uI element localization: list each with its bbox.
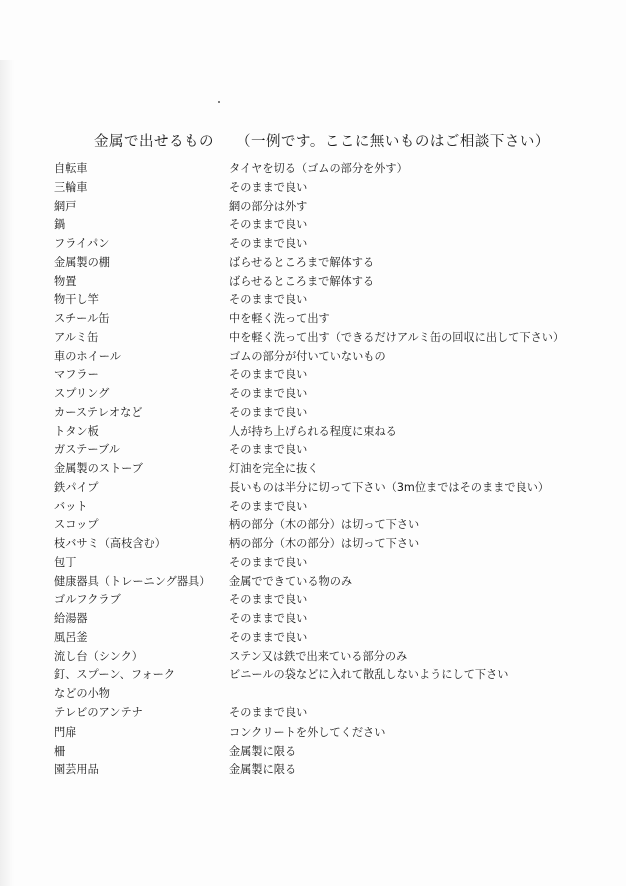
item-name: 流し台（シンク） xyxy=(54,649,143,663)
item-name: スチール缶 xyxy=(54,312,110,325)
item-name: 健康器具（トレーニング器具） xyxy=(54,574,211,588)
item-instruction: そのままで良い xyxy=(229,443,308,457)
item-name: カーステレオなど xyxy=(54,405,143,419)
list-item xyxy=(54,179,614,198)
list-item xyxy=(54,235,614,254)
item-instruction: 長いものは半分に切って下さい（3m位まではそのままで良い） xyxy=(229,480,550,494)
item-instruction: 柄の部分（木の部分）は切って下さい xyxy=(229,518,420,532)
list-item xyxy=(54,761,614,780)
list-item xyxy=(54,160,614,179)
list-item xyxy=(54,591,614,610)
list-item xyxy=(54,310,614,329)
list-item xyxy=(54,535,614,554)
item-name: マフラー xyxy=(54,368,99,382)
item-name: スコップ xyxy=(54,518,99,532)
item-name: 門扉 xyxy=(54,725,77,739)
item-instruction: そのままで良い xyxy=(229,630,308,644)
item-instruction: 柄の部分（木の部分）は切って下さい xyxy=(229,537,420,550)
list-item xyxy=(54,460,614,479)
item-instruction: ゴムの部分が付いていないもの xyxy=(229,349,386,363)
item-name: 風呂釜 xyxy=(54,630,88,644)
title-note: （一例です。ここに無いものはご相談下さい） xyxy=(236,134,550,150)
list-item xyxy=(54,423,614,442)
item-instruction: コンクリートを外してください xyxy=(229,725,386,739)
list-item xyxy=(54,404,614,423)
item-name: 包丁 xyxy=(54,555,77,569)
item-name: フライパン xyxy=(54,237,110,250)
item-instruction: 金属製に限る xyxy=(229,763,297,777)
item-name: バット xyxy=(54,499,88,513)
item-name: 鍋 xyxy=(54,218,66,232)
list-item xyxy=(54,366,614,385)
item-instruction: そのままで良い xyxy=(229,293,308,307)
list-item xyxy=(54,554,614,573)
list-item xyxy=(54,479,614,498)
list-item xyxy=(54,216,614,235)
item-name: スプリング xyxy=(54,387,110,400)
item-instruction: ばらせるところまで解体する xyxy=(229,255,375,269)
item-instruction: 金属でできている物のみ xyxy=(229,574,353,588)
item-list xyxy=(54,160,614,780)
list-item xyxy=(54,441,614,460)
item-name: 車のホイール xyxy=(54,349,121,363)
list-item xyxy=(54,329,614,348)
list-item xyxy=(54,610,614,629)
item-instruction: ステン又は鉄で出来ている部分のみ xyxy=(229,649,408,663)
item-instruction: そのままで良い xyxy=(229,405,308,419)
list-item xyxy=(54,291,614,310)
item-name: 鉄パイプ xyxy=(54,480,99,494)
item-instruction: 中を軽く洗って出す（できるだけアルミ缶の回収に出して下さい） xyxy=(229,330,565,344)
item-instruction: ばらせるところまで解体する xyxy=(229,274,375,288)
list-item xyxy=(54,704,614,724)
item-name: テレビのアンテナ xyxy=(54,705,143,719)
item-instruction: そのままで良い xyxy=(229,387,308,400)
item-name: などの小物 xyxy=(54,687,110,700)
item-instruction: 網の部分は外す xyxy=(229,199,308,213)
item-name: アルミ缶 xyxy=(54,330,99,344)
item-name: 自転車 xyxy=(54,162,88,175)
item-instruction: ビニールの袋などに入れて散乱しないようにして下さい xyxy=(229,668,509,682)
list-item xyxy=(54,254,614,273)
item-instruction: 金属製に限る xyxy=(229,744,297,758)
item-instruction: そのままで良い xyxy=(229,499,308,513)
scan-edge-shadow xyxy=(0,60,14,886)
item-name: 釘、スプーン、フォーク xyxy=(54,668,176,682)
list-item xyxy=(54,516,614,535)
list-item xyxy=(54,724,614,743)
item-name: 枝バサミ（高枝含む） xyxy=(54,537,166,550)
item-name: 柵 xyxy=(54,744,66,758)
list-item xyxy=(54,573,614,592)
item-instruction: そのままで良い xyxy=(229,593,308,607)
item-instruction: そのままで良い xyxy=(229,368,308,382)
item-instruction: そのままで良い xyxy=(229,612,308,625)
item-instruction: 中を軽く洗って出す xyxy=(229,312,330,325)
item-name: 金属製のストーブ xyxy=(54,462,143,475)
item-instruction: そのままで良い xyxy=(229,180,308,194)
list-item xyxy=(54,648,614,667)
list-item xyxy=(54,273,614,292)
item-instruction: そのままで良い xyxy=(229,705,308,719)
item-instruction: タイヤを切る（ゴムの部分を外す） xyxy=(229,162,408,175)
list-item xyxy=(54,743,614,762)
item-instruction: そのままで良い xyxy=(229,218,308,232)
item-instruction: そのままで良い xyxy=(229,555,308,569)
scan-dust-mark xyxy=(218,101,220,103)
list-item xyxy=(54,348,614,367)
item-name: ガステーブル xyxy=(54,443,120,457)
item-name: ゴルフクラブ xyxy=(54,593,121,607)
item-name: 物干し竿 xyxy=(54,293,99,307)
list-item xyxy=(54,198,614,217)
item-instruction: そのままで良い xyxy=(229,237,308,250)
item-name: 給湯器 xyxy=(54,612,88,625)
item-name: 金属製の棚 xyxy=(54,255,110,269)
item-instruction: 灯油を完全に抜く xyxy=(229,462,319,475)
list-item xyxy=(54,666,614,685)
item-name: トタン板 xyxy=(54,424,99,438)
item-instruction: 人が持ち上げられる程度に束ねる xyxy=(229,424,397,438)
list-item xyxy=(54,685,614,704)
item-name: 網戸 xyxy=(54,199,77,213)
page-title xyxy=(94,130,550,151)
list-item xyxy=(54,498,614,517)
title-text: 金属で出せるもの xyxy=(94,134,214,150)
item-name: 三輪車 xyxy=(54,180,88,194)
list-item xyxy=(54,629,614,648)
list-item xyxy=(54,385,614,404)
item-name: 園芸用品 xyxy=(54,763,99,777)
item-name: 物置 xyxy=(54,274,77,288)
